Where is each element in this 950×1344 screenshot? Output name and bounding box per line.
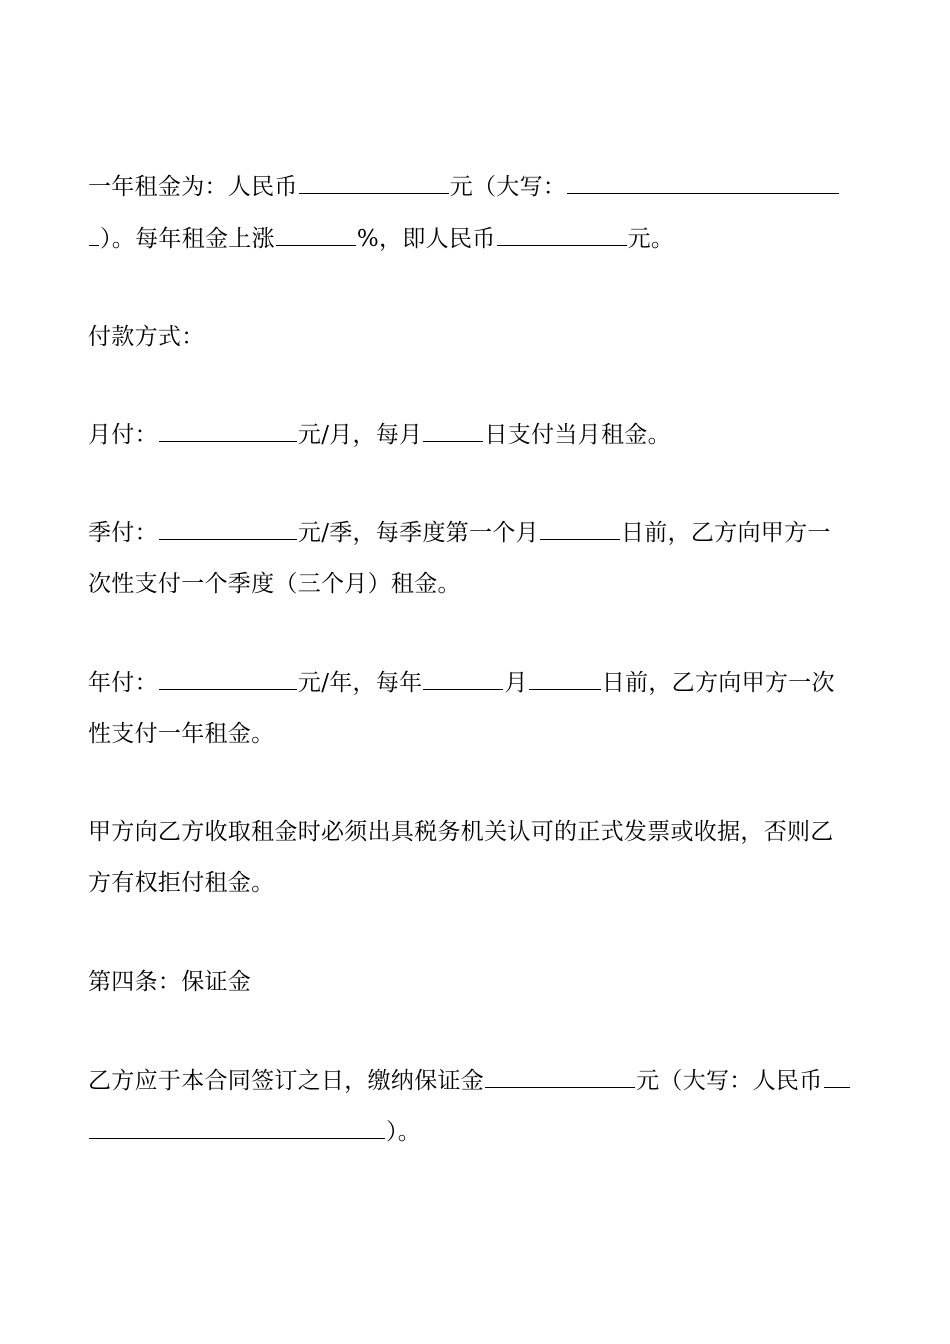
annual-rent-amount-blank xyxy=(299,172,449,194)
quarterly-payment-line-1 xyxy=(88,518,868,548)
quarterly-amount-blank xyxy=(159,518,297,540)
yearly-unit-label: 元/年，每年 xyxy=(297,670,423,696)
annual-rent-capital-blank-cont xyxy=(89,224,99,246)
deposit-capital-label: 元（大写：人民币 xyxy=(636,1068,823,1094)
yearly-month-label: 月 xyxy=(504,670,528,696)
monthly-payment-label: 月付： xyxy=(88,422,158,448)
annual-rent-line-1 xyxy=(88,172,868,202)
monthly-payment-line xyxy=(88,420,868,450)
monthly-unit-label: 元/月，每月 xyxy=(297,422,423,448)
deposit-capital-blank xyxy=(824,1066,850,1088)
annual-rent-capital-blank xyxy=(567,172,839,194)
rent-increase-percent-blank xyxy=(276,224,356,246)
quarterly-unit-label: 元/季，每季度第一个月 xyxy=(297,520,539,546)
yearly-payment-label: 年付： xyxy=(88,670,158,696)
deposit-amount-blank xyxy=(485,1066,635,1088)
annual-rent-capital-label: 元（大写： xyxy=(449,174,567,200)
deposit-label: 乙方应于本合同签订之日，缴纳保证金 xyxy=(88,1068,485,1094)
quarterly-payment-line-2: 次性支付一个季度（三个月）租金。 xyxy=(88,571,461,597)
rent-increase-amount-label: %，即人民币 xyxy=(356,226,496,252)
monthly-day-blank xyxy=(423,420,483,442)
annual-rent-line-2 xyxy=(88,224,868,254)
deposit-line-tail: ）。 xyxy=(386,1119,422,1145)
quarterly-payment-tail: 日前，乙方向甲方一 xyxy=(620,520,831,546)
yearly-payment-line-2: 性支付一年租金。 xyxy=(88,721,275,747)
yearly-payment-tail: 日前，乙方向甲方一次 xyxy=(601,670,835,696)
yearly-month-blank xyxy=(423,668,503,690)
deposit-line-1 xyxy=(88,1066,868,1096)
payment-method-heading: 付款方式： xyxy=(88,324,205,350)
article-four-heading: 第四条：保证金 xyxy=(88,969,252,995)
deposit-capital-blank-cont xyxy=(89,1117,385,1139)
yearly-day-blank xyxy=(529,668,601,690)
rent-increase-unit: 元。 xyxy=(627,226,675,252)
invoice-clause-line-2: 方有权拒付租金。 xyxy=(88,870,275,896)
rent-increase-label: ）。每年租金上涨 xyxy=(100,226,275,252)
rent-increase-amount-blank xyxy=(497,224,627,246)
invoice-clause-line-1: 甲方向乙方收取租金时必须出具税务机关认可的正式发票或收据，否则乙 xyxy=(88,819,834,845)
monthly-payment-tail: 日支付当月租金。 xyxy=(484,422,671,448)
annual-rent-label: 一年租金为：人民币 xyxy=(88,174,298,200)
yearly-amount-blank xyxy=(159,668,297,690)
yearly-payment-line-1 xyxy=(88,668,868,698)
monthly-amount-blank xyxy=(159,420,297,442)
deposit-line-2 xyxy=(88,1117,868,1147)
quarterly-payment-label: 季付： xyxy=(88,520,158,546)
quarterly-day-blank xyxy=(540,518,620,540)
